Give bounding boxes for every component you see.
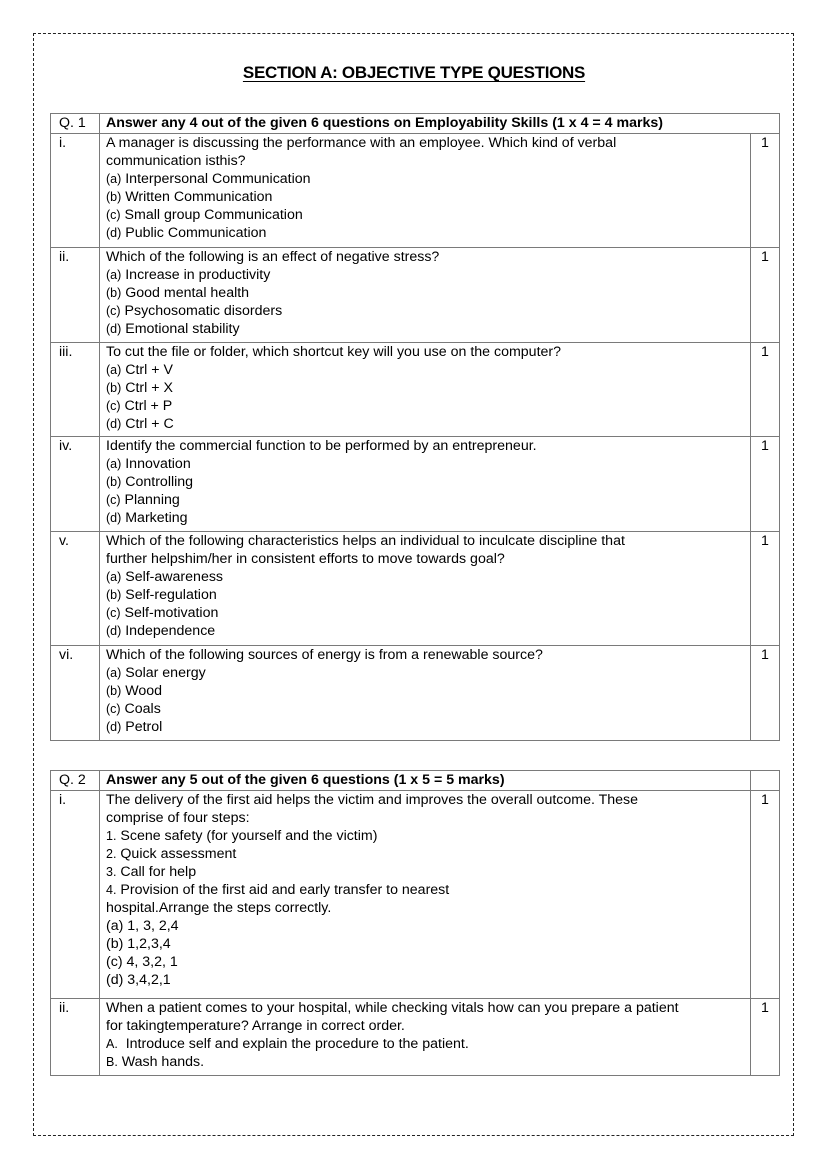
- option-text: Public Communication: [125, 225, 267, 241]
- step: [106, 881, 744, 899]
- option-label: (a): [106, 457, 122, 471]
- item-stem: Identify the commercial function to be performed by an entrepreneur.: [106, 438, 537, 454]
- option-text: Controlling: [125, 474, 194, 490]
- option: [106, 415, 744, 433]
- option-label: (a): [106, 268, 122, 282]
- option-text: Ctrl + V: [125, 362, 173, 378]
- option-text: Planning: [124, 492, 180, 508]
- option-label: (b): [106, 936, 124, 952]
- option-label: (b): [106, 286, 122, 300]
- item-marks: 1: [751, 532, 780, 646]
- item-number: vi.: [51, 646, 100, 741]
- option: [106, 473, 744, 491]
- option-label: (a): [106, 363, 122, 377]
- item-body: [100, 343, 751, 437]
- table-row: [51, 532, 780, 646]
- option: [106, 604, 744, 622]
- step-label: 2.: [106, 847, 117, 861]
- item-marks: 1: [751, 999, 780, 1076]
- question-instruction: Answer any 4 out of the given 6 questions on Employability Skills (1 x 4 = 4 marks): [100, 114, 780, 134]
- option: [106, 682, 744, 700]
- item-stem: When a patient comes to your hospital, while checking vitals how can you prepare a patient: [106, 1000, 679, 1016]
- step: [106, 863, 744, 881]
- item-body: [100, 791, 751, 999]
- option-label: (d): [106, 226, 122, 240]
- option-label: (d): [106, 322, 122, 336]
- item-marks: 1: [751, 791, 780, 999]
- item-marks: 1: [751, 248, 780, 343]
- item-stem: To cut the file or folder, which shortcut key will you use on the computer?: [106, 344, 562, 360]
- option-label: (c): [106, 493, 121, 507]
- table-row: [51, 134, 780, 248]
- item-stem: Which of the following sources of energy is from a renewable source?: [106, 647, 543, 663]
- table-row: [51, 437, 780, 532]
- item-body: [100, 134, 751, 248]
- step-label: A.: [106, 1037, 118, 1051]
- option-text: Small group Communication: [124, 207, 303, 223]
- option-text: Solar energy: [125, 665, 206, 681]
- option: [106, 664, 744, 682]
- option-label: (a): [106, 172, 122, 186]
- option-text: Ctrl + C: [125, 416, 174, 432]
- option-text: Wood: [125, 683, 163, 699]
- option-label: (a): [106, 918, 124, 934]
- question-table-q2: [50, 770, 780, 1076]
- option: [106, 397, 744, 415]
- option-label: (a): [106, 570, 122, 584]
- table-row: [51, 343, 780, 437]
- option: [106, 953, 744, 971]
- item-stem: Which of the following is an effect of negative stress?: [106, 249, 440, 265]
- table-row: [51, 791, 780, 999]
- option: [106, 224, 744, 242]
- option-text: 4, 3,2, 1: [126, 954, 178, 970]
- item-stem: comprise of four steps:: [106, 810, 250, 826]
- item-marks: 1: [751, 134, 780, 248]
- option: [106, 206, 744, 224]
- step-label: 1.: [106, 829, 117, 843]
- option: [106, 188, 744, 206]
- option-text: Increase in productivity: [125, 267, 271, 283]
- item-stem: Which of the following characteristics helps an individual to inculcate discipline that: [106, 533, 625, 549]
- option-text: 3,4,2,1: [127, 972, 171, 988]
- option: [106, 455, 744, 473]
- item-number: v.: [51, 532, 100, 646]
- option-text: 1,2,3,4: [127, 936, 171, 952]
- step-label: 4.: [106, 883, 117, 897]
- option: [106, 379, 744, 397]
- option-text: Marketing: [125, 510, 188, 526]
- option-text: Coals: [124, 701, 161, 717]
- step: [106, 1035, 744, 1053]
- table-row: [51, 999, 780, 1076]
- option-text: Psychosomatic disorders: [124, 303, 283, 319]
- item-marks: 1: [751, 343, 780, 437]
- item-body: [100, 999, 751, 1076]
- option-text: 1, 3, 2,4: [127, 918, 179, 934]
- option-label: (d): [106, 972, 124, 988]
- table-row: [51, 248, 780, 343]
- option-label: (b): [106, 190, 122, 204]
- step-text: Quick assessment: [120, 846, 237, 862]
- option: [106, 718, 744, 736]
- item-number: iv.: [51, 437, 100, 532]
- option: [106, 935, 744, 953]
- option-text: Independence: [125, 623, 216, 639]
- option: [106, 586, 744, 604]
- question-number: Q. 1: [51, 114, 100, 134]
- option-label: (c): [106, 606, 121, 620]
- option-text: Written Communication: [125, 189, 273, 205]
- option: [106, 971, 744, 989]
- option: [106, 302, 744, 320]
- option-text: Emotional stability: [125, 321, 240, 337]
- table-row: [51, 646, 780, 741]
- step-label: B.: [106, 1055, 118, 1069]
- option: [106, 361, 744, 379]
- item-body: [100, 532, 751, 646]
- question-instruction: Answer any 5 out of the given 6 questions (1 x 5 = 5 marks): [100, 771, 751, 791]
- step: [106, 827, 744, 845]
- step-text: Wash hands.: [117, 1054, 205, 1070]
- header-marks-cell: [751, 771, 780, 791]
- item-marks: 1: [751, 437, 780, 532]
- option-label: (d): [106, 511, 122, 525]
- question-header-row: [51, 114, 780, 134]
- option-text: Petrol: [125, 719, 163, 735]
- item-number: iii.: [51, 343, 100, 437]
- option-label: (d): [106, 720, 122, 734]
- option-text: Self-awareness: [125, 569, 224, 585]
- section-title: SECTION A: OBJECTIVE TYPE QUESTIONS: [242, 63, 586, 82]
- option-label: (c): [106, 304, 121, 318]
- item-stem: for takingtemperature? Arrange in correct order.: [106, 1018, 405, 1034]
- step-text: Scene safety (for yourself and the victim): [120, 828, 378, 844]
- question-table-q1: [50, 113, 780, 741]
- question-number: Q. 2: [51, 771, 100, 791]
- step-text: Call for help: [120, 864, 197, 880]
- option-label: (d): [106, 624, 122, 638]
- step: [106, 845, 744, 863]
- item-number: i.: [51, 791, 100, 999]
- item-body: [100, 248, 751, 343]
- option: [106, 917, 744, 935]
- item-number: ii.: [51, 999, 100, 1076]
- item-stem: communication isthis?: [106, 153, 246, 169]
- step-text: Introduce self and explain the procedure to the patient.: [117, 1036, 469, 1052]
- option-text: Innovation: [125, 456, 191, 472]
- option-label: (b): [106, 684, 122, 698]
- option-text: Ctrl + X: [125, 380, 173, 396]
- option: [106, 568, 744, 586]
- option-label: (c): [106, 208, 121, 222]
- option: [106, 491, 744, 509]
- item-body: [100, 437, 751, 532]
- option-label: (c): [106, 954, 123, 970]
- option-label: (d): [106, 417, 122, 431]
- option: [106, 320, 744, 338]
- question-header-row: [51, 771, 780, 791]
- option-text: Self-motivation: [124, 605, 219, 621]
- option-text: Good mental health: [125, 285, 250, 301]
- item-body: [100, 646, 751, 741]
- step-label: 3.: [106, 865, 117, 879]
- option-text: Ctrl + P: [124, 398, 173, 414]
- item-stem: A manager is discussing the performance with an employee. Which kind of verbal: [106, 135, 617, 151]
- option-label: (b): [106, 381, 122, 395]
- option: [106, 266, 744, 284]
- option-label: (b): [106, 475, 122, 489]
- option: [106, 622, 744, 640]
- option-label: (c): [106, 399, 121, 413]
- option: [106, 700, 744, 718]
- option: [106, 509, 744, 527]
- item-stem: The delivery of the first aid helps the victim and improves the overall outcome. These: [106, 792, 639, 808]
- option-label: (b): [106, 588, 122, 602]
- item-number: ii.: [51, 248, 100, 343]
- option: [106, 170, 744, 188]
- option-label: (a): [106, 666, 122, 680]
- step-text: Provision of the first aid and early transfer to nearest: [116, 882, 450, 898]
- item-marks: 1: [751, 646, 780, 741]
- option-text: Interpersonal Communication: [125, 171, 311, 187]
- option-text: Self-regulation: [125, 587, 217, 603]
- item-stem: further helpshim/her in consistent efforts to move towards goal?: [106, 551, 505, 567]
- item-number: i.: [51, 134, 100, 248]
- option-label: (c): [106, 702, 121, 716]
- option: [106, 284, 744, 302]
- item-stem: hospital.Arrange the steps correctly.: [106, 900, 332, 916]
- step: [106, 1053, 744, 1071]
